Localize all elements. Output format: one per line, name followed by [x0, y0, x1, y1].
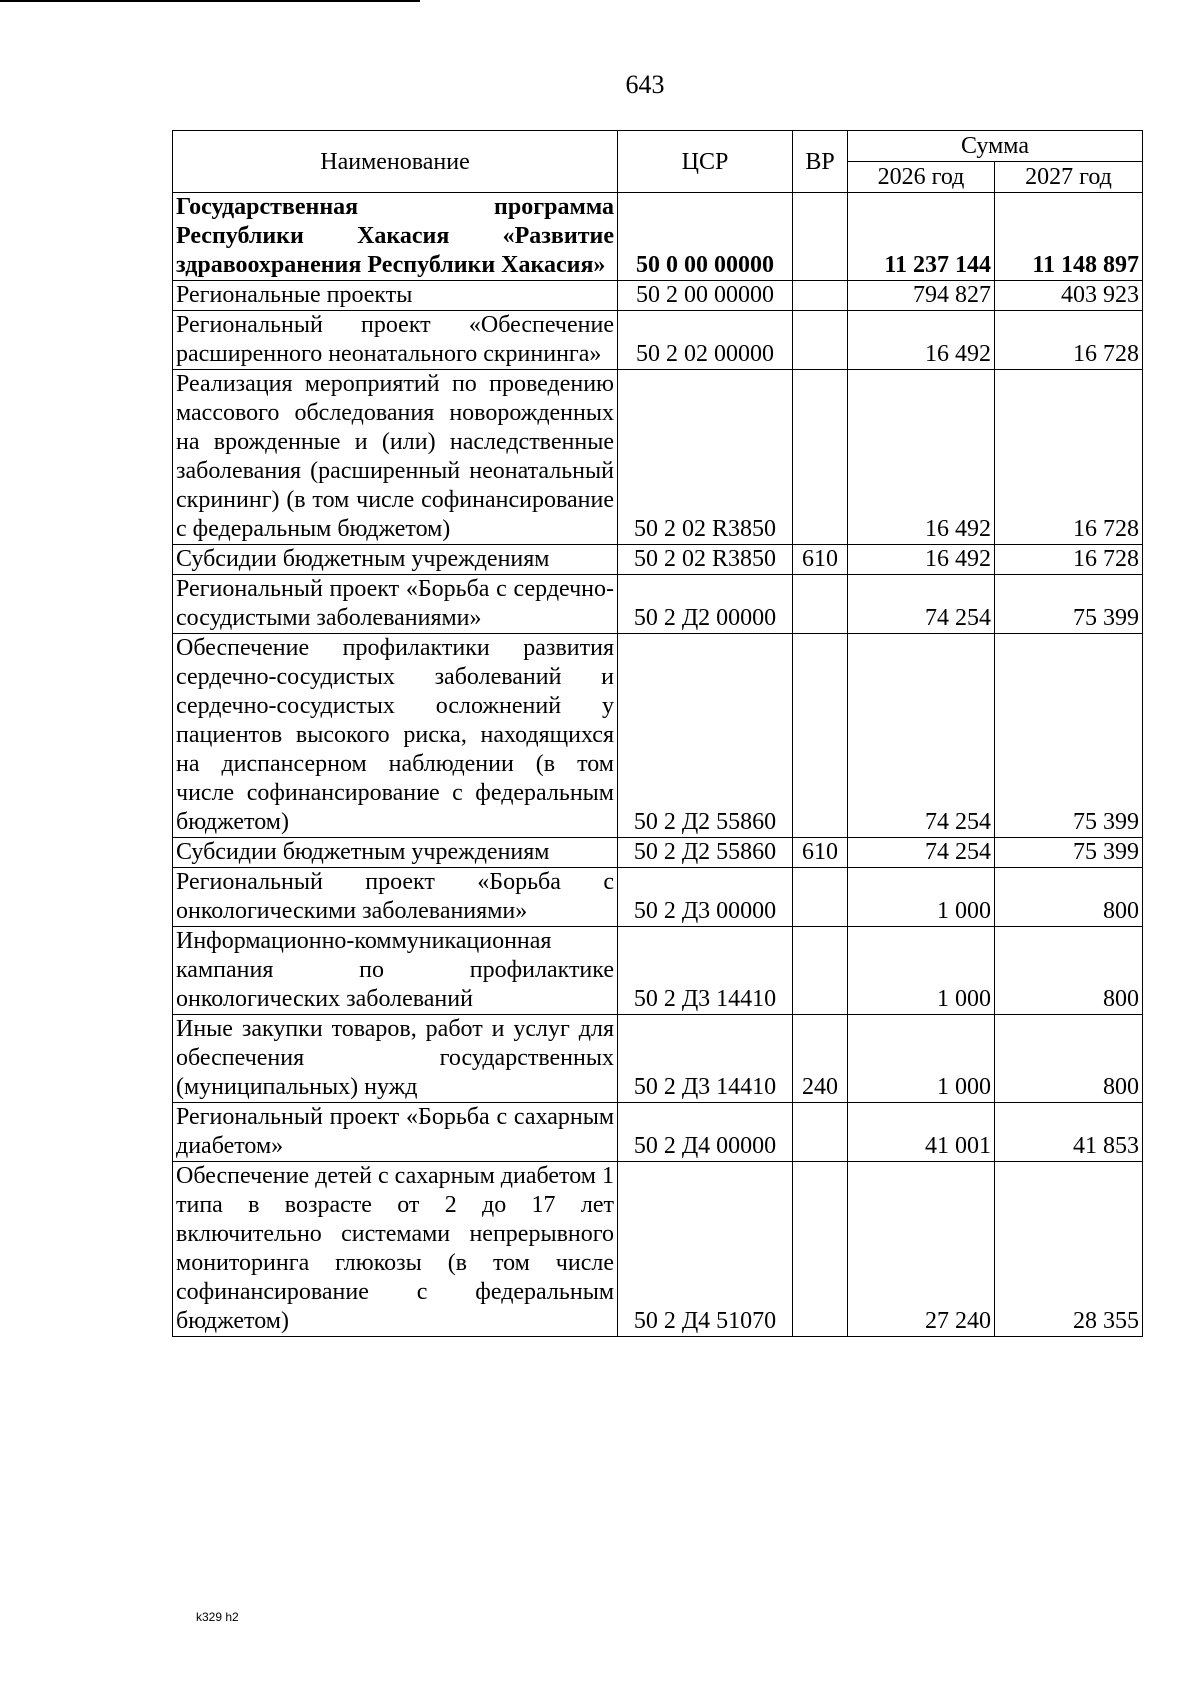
row-sum-2026: 16 492 [848, 311, 995, 370]
row-sum-2026: 1 000 [848, 868, 995, 927]
row-sum-2026: 16 492 [848, 370, 995, 545]
row-name: Обеспечение профилактики развития сердечно-сосудистых заболеваний и сердечно-сосудистых осложнений у пациентов высокого риска, находящихся на диспансерном наблюдении (в том числе софинансирование с федеральным бюджетом) [173, 634, 618, 838]
table-row [173, 838, 1143, 868]
row-vr: 610 [793, 545, 848, 575]
header-name: Наименование [173, 131, 618, 193]
row-sum-2026: 11 237 144 [848, 193, 995, 281]
row-sum-2027: 16 728 [995, 311, 1143, 370]
row-name: Региональные проекты [173, 281, 618, 311]
row-csr: 50 2 Д4 00000 [618, 1103, 793, 1162]
table-row [173, 311, 1143, 370]
table-row [173, 1162, 1143, 1337]
page-number: 643 [625, 70, 665, 99]
row-name: Обеспечение детей с сахарным диабетом 1 типа в возрасте от 2 до 17 лет включительно системами непрерывного мониторинга глюкозы (в том числе софинансирование с федеральным бюджетом) [173, 1162, 618, 1337]
scan-top-rule [0, 0, 420, 2]
row-vr [793, 1162, 848, 1337]
row-sum-2027: 75 399 [995, 838, 1143, 868]
row-vr: 240 [793, 1015, 848, 1103]
table-row [173, 1103, 1143, 1162]
row-sum-2027: 28 355 [995, 1162, 1143, 1337]
row-name: Региональный проект «Борьба с сердечно-сосудистыми заболеваниями» [173, 575, 618, 634]
row-vr [793, 927, 848, 1015]
header-vr: ВР [793, 131, 848, 193]
row-sum-2027: 11 148 897 [995, 193, 1143, 281]
row-vr [793, 1103, 848, 1162]
row-vr [793, 868, 848, 927]
header-year-2027: 2027 год [995, 162, 1143, 193]
row-sum-2027: 403 923 [995, 281, 1143, 311]
header-year-2026: 2026 год [848, 162, 995, 193]
row-vr [793, 311, 848, 370]
row-vr [793, 575, 848, 634]
row-sum-2027: 16 728 [995, 545, 1143, 575]
row-name: Субсидии бюджетным учреждениям [173, 545, 618, 575]
row-csr: 50 2 Д2 55860 [618, 838, 793, 868]
row-sum-2027: 16 728 [995, 370, 1143, 545]
row-sum-2026: 74 254 [848, 838, 995, 868]
row-sum-2026: 1 000 [848, 1015, 995, 1103]
row-vr: 610 [793, 838, 848, 868]
row-name: Региональный проект «Борьба с онкологическими заболеваниями» [173, 868, 618, 927]
budget-table [172, 130, 1143, 1337]
row-name: Иные закупки товаров, работ и услуг для обеспечения государственных (муниципальных) нужд [173, 1015, 618, 1103]
footer-code: k329 h2 [196, 1610, 239, 1624]
row-name: Региональный проект «Борьба с сахарным диабетом» [173, 1103, 618, 1162]
row-csr: 50 2 02 00000 [618, 311, 793, 370]
row-sum-2027: 800 [995, 1015, 1143, 1103]
row-sum-2026: 27 240 [848, 1162, 995, 1337]
table-row [173, 1015, 1143, 1103]
row-sum-2027: 75 399 [995, 634, 1143, 838]
table-body [173, 193, 1143, 1337]
row-name: Информационно-коммуникационная кампания по профилактике онкологических заболеваний [173, 927, 618, 1015]
row-sum-2026: 41 001 [848, 1103, 995, 1162]
row-vr [793, 281, 848, 311]
table-row [173, 927, 1143, 1015]
row-sum-2027: 75 399 [995, 575, 1143, 634]
row-vr [793, 370, 848, 545]
table-row [173, 634, 1143, 838]
header-row [173, 131, 1143, 162]
row-name: Реализация мероприятий по проведению массового обследования новорожденных на врожденные и (или) наследственные заболевания (расширенный неонатальный скрининг) (в том числе софинансирование с федеральным бюджетом) [173, 370, 618, 545]
table-row [173, 545, 1143, 575]
row-sum-2026: 16 492 [848, 545, 995, 575]
row-csr: 50 2 Д4 51070 [618, 1162, 793, 1337]
row-csr: 50 2 Д2 00000 [618, 575, 793, 634]
row-csr: 50 2 02 R3850 [618, 370, 793, 545]
row-name: Государственная программа Республики Хакасия «Развитие здравоохранения Республики Хакасия» [173, 193, 618, 281]
row-vr [793, 193, 848, 281]
row-sum-2026: 1 000 [848, 927, 995, 1015]
row-csr: 50 2 Д3 00000 [618, 868, 793, 927]
row-csr: 50 2 Д3 14410 [618, 927, 793, 1015]
header-csr: ЦСР [618, 131, 793, 193]
header-sum: Сумма [848, 131, 1143, 162]
row-name: Субсидии бюджетным учреждениям [173, 838, 618, 868]
row-csr: 50 0 00 00000 [618, 193, 793, 281]
table-row [173, 370, 1143, 545]
table-row [173, 281, 1143, 311]
row-sum-2026: 74 254 [848, 575, 995, 634]
row-sum-2027: 41 853 [995, 1103, 1143, 1162]
row-sum-2026: 794 827 [848, 281, 995, 311]
row-vr [793, 634, 848, 838]
row-csr: 50 2 02 R3850 [618, 545, 793, 575]
row-csr: 50 2 Д3 14410 [618, 1015, 793, 1103]
row-sum-2027: 800 [995, 868, 1143, 927]
table-row [173, 575, 1143, 634]
row-csr: 50 2 Д2 55860 [618, 634, 793, 838]
row-sum-2026: 74 254 [848, 634, 995, 838]
row-name: Региональный проект «Обеспечение расширенного неонатального скрининга» [173, 311, 618, 370]
row-sum-2027: 800 [995, 927, 1143, 1015]
table-row [173, 193, 1143, 281]
row-csr: 50 2 00 00000 [618, 281, 793, 311]
table-row [173, 868, 1143, 927]
